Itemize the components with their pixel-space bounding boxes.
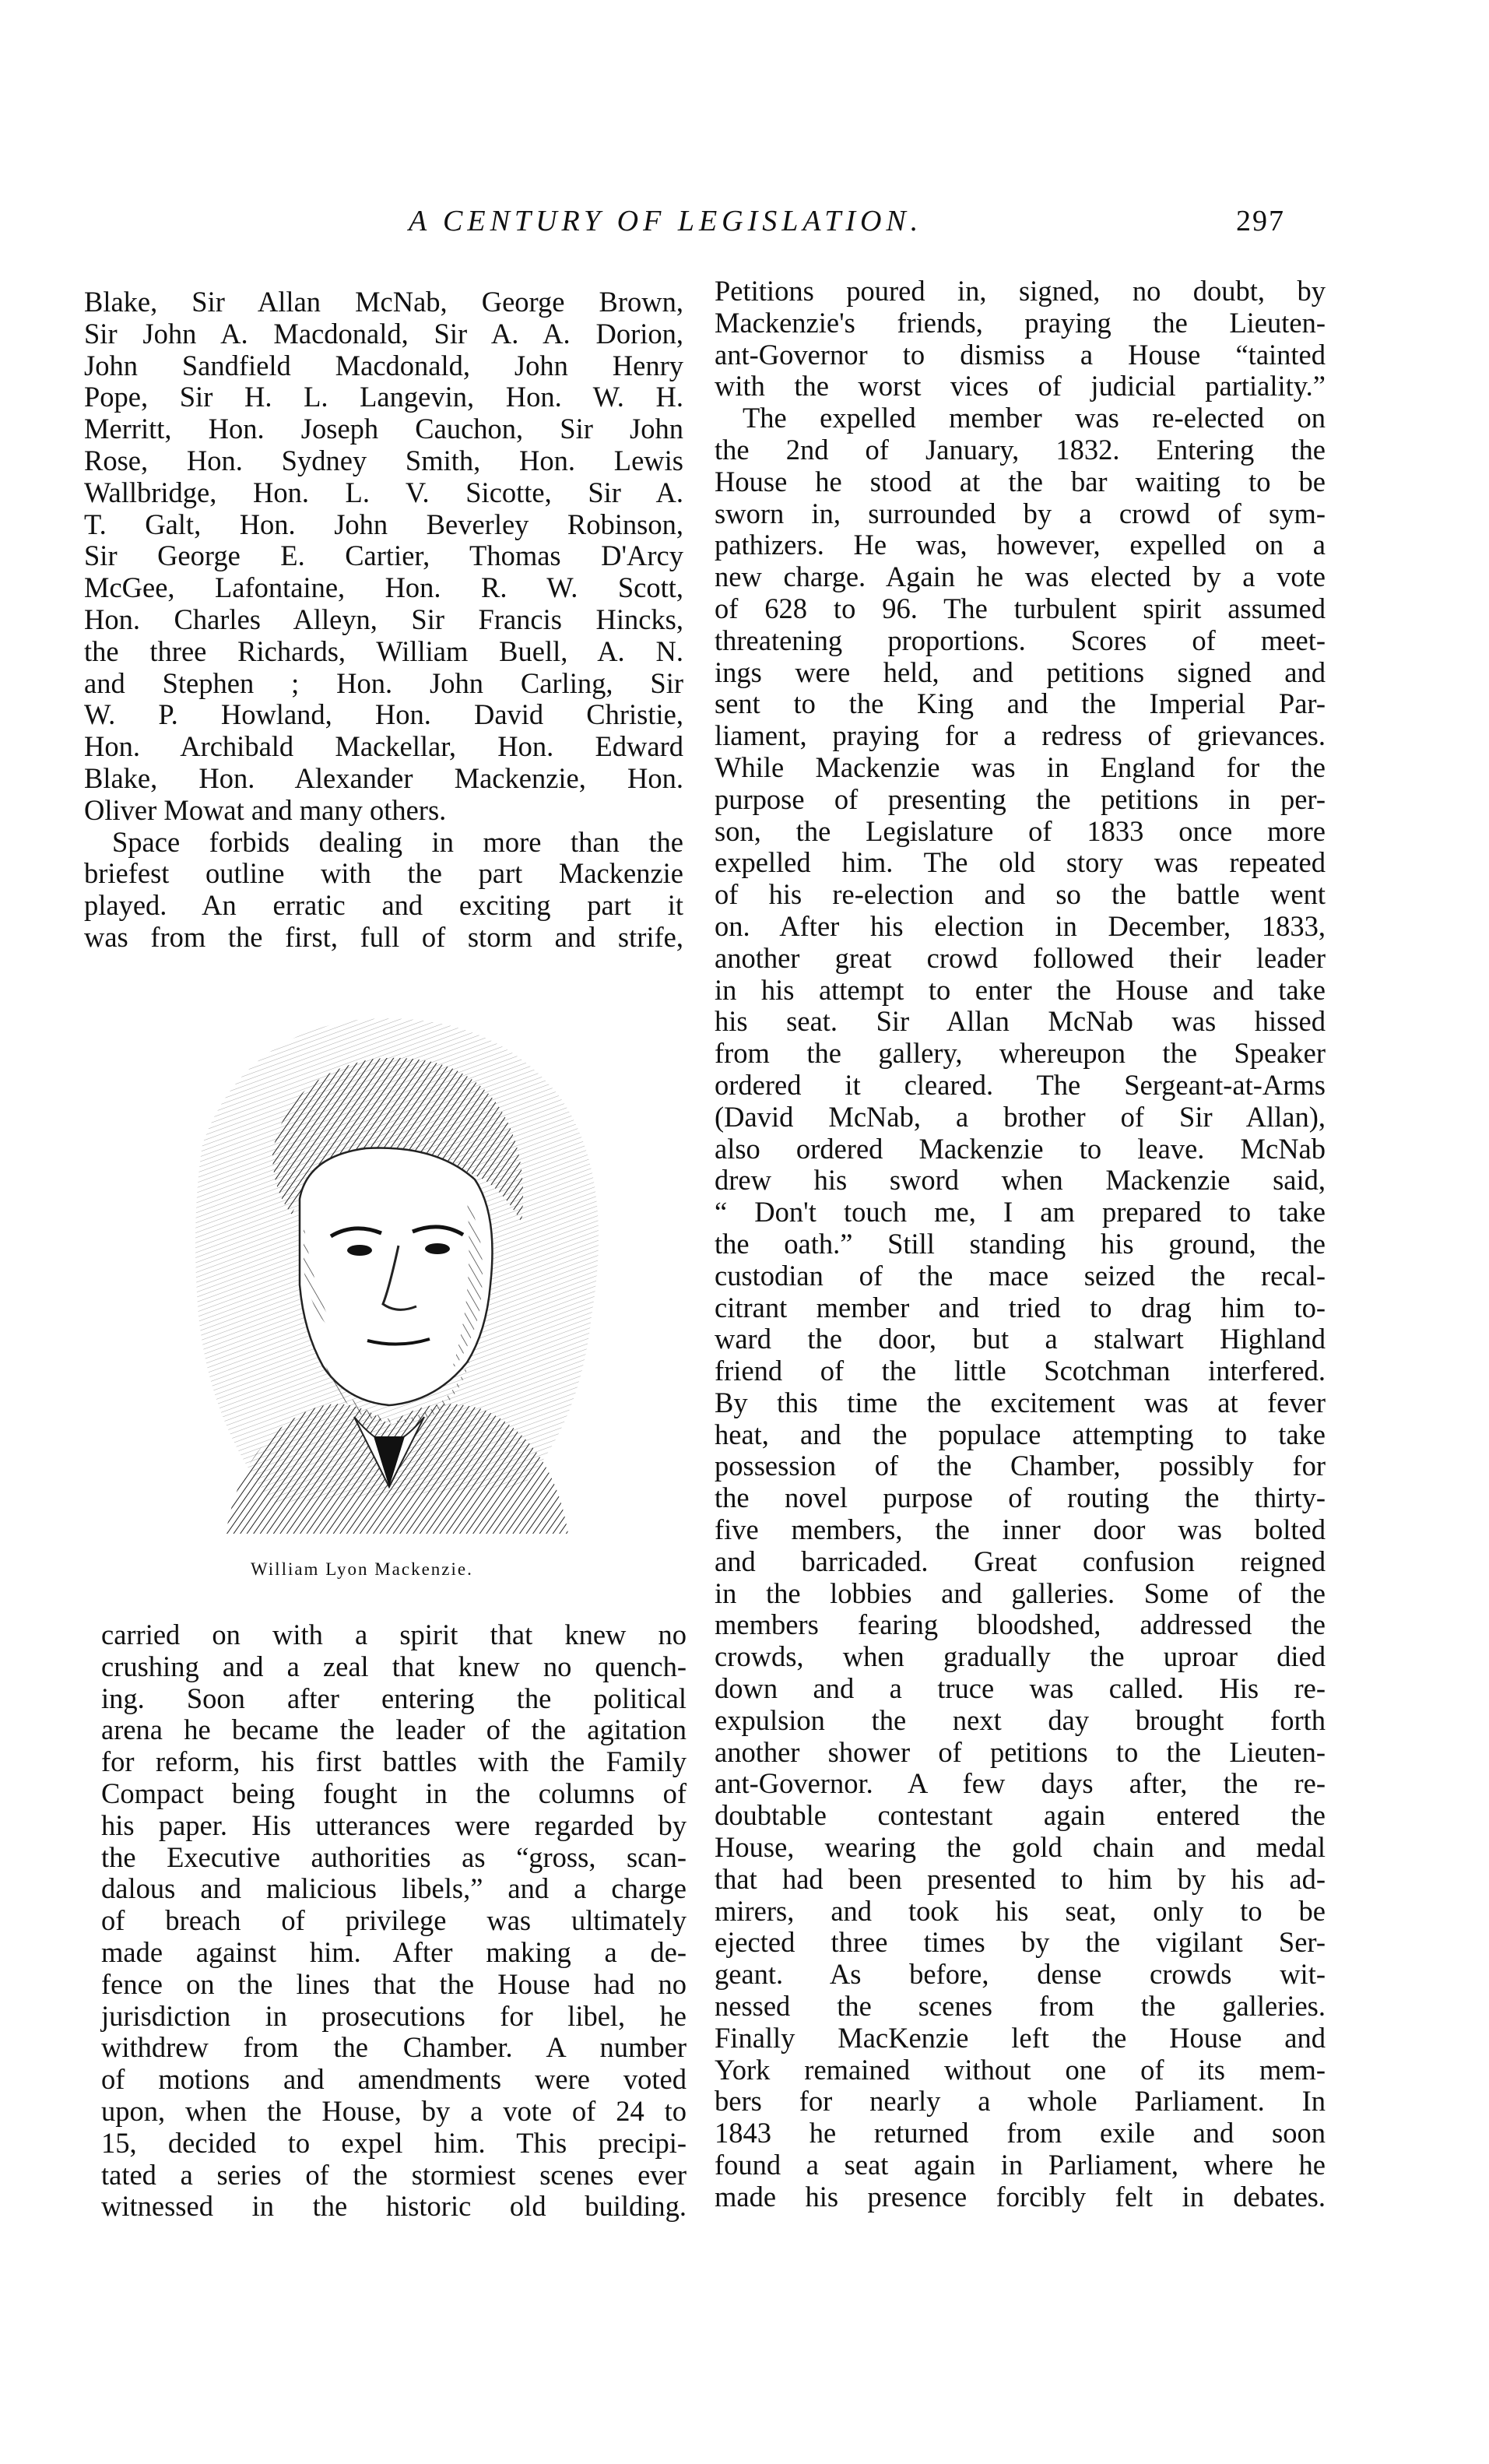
text-line: Hon. Archibald Mackellar, Hon. Edward [84, 730, 683, 763]
text-line: ejected three times by the vigilant Ser- [715, 1926, 1326, 1959]
text-line: witnessed in the historic old building. [101, 2190, 687, 2223]
text-line: doubtable contestant again entered the [715, 1799, 1326, 1832]
text-line: nessed the scenes from the galleries. [715, 1990, 1326, 2023]
text-line: ward the door, but a stalwart Highland [715, 1323, 1326, 1355]
text-line: The expelled member was re-elected on [743, 402, 1326, 434]
text-line: of his re-election and so the battle went [715, 878, 1326, 911]
text-line: and barricaded. Great confusion reigned [715, 1545, 1326, 1577]
text-line: arena he became the leader of the agitation [101, 1714, 687, 1746]
text-line: the three Richards, William Buell, A. N. [84, 634, 683, 667]
text-line: son, the Legislature of 1833 once more [715, 814, 1326, 847]
text-line: purpose of presenting the petitions in per- [715, 782, 1326, 815]
text-line: that had been presented to him by his ad- [715, 1862, 1326, 1895]
text-line: John Sandfield Macdonald, John Henry [84, 349, 683, 381]
text-line: ings were held, and petitions signed and [715, 656, 1326, 688]
text-line: ant-Governor to dismiss a House “tainted [715, 338, 1326, 371]
text-line: made against him. After making a de- [101, 1935, 687, 1968]
text-line: briefest outline with the part Mackenzie [84, 857, 683, 890]
text-line: and Stephen ; Hon. John Carling, Sir [84, 666, 683, 699]
text-line: crowds, when gradually the uproar died [715, 1640, 1326, 1673]
text-line: Sir George E. Cartier, Thomas D'Arcy [84, 540, 683, 572]
text-line: 15, decided to expel him. This precipi- [101, 2126, 687, 2159]
text-line: custodian of the mace seized the recal- [715, 1259, 1326, 1292]
text-line: down and a truce was called. His re- [715, 1672, 1326, 1705]
text-line: new charge. Again he was elected by a vote [715, 561, 1326, 593]
text-line: liament, praying for a redress of grievances. [715, 719, 1326, 752]
text-line: from the gallery, whereupon the Speaker [715, 1037, 1326, 1070]
right-column-text [715, 276, 1326, 2213]
text-line: drew his sword when Mackenzie said, [715, 1164, 1326, 1197]
text-line: Finally MacKenzie left the House and [715, 2021, 1326, 2054]
text-line: Hon. Charles Alleyn, Sir Francis Hincks, [84, 603, 683, 635]
text-line: also ordered Mackenzie to leave. McNab [715, 1132, 1326, 1165]
text-line: Compact being fought in the columns of [101, 1777, 687, 1809]
text-line: ordered it cleared. The Sergeant-at-Arms [715, 1068, 1326, 1101]
text-line: of breach of privilege was ultimately [101, 1904, 687, 1937]
text-line: sent to the King and the Imperial Par- [715, 687, 1326, 720]
text-line: McGee, Lafontaine, Hon. R. W. Scott, [84, 571, 683, 604]
text-line: tated a series of the stormiest scenes ever [101, 2158, 687, 2191]
page-number: 297 [1236, 205, 1285, 237]
left-column-top-text [84, 286, 683, 954]
text-line: York remained without one of its mem- [715, 2053, 1326, 2086]
text-line: for reform, his first battles with the Family [101, 1745, 687, 1778]
text-line: members fearing bloodshed, addressed the [715, 1608, 1326, 1641]
text-line: Blake, Hon. Alexander Mackenzie, Hon. [84, 761, 683, 794]
text-line: his paper. His utterances were regarded by [101, 1808, 687, 1841]
text-line: possession of the Chamber, possibly for [715, 1450, 1326, 1482]
text-line: expulsion the next day brought forth [715, 1703, 1326, 1736]
text-line: the Executive authorities as “gross, scan- [101, 1840, 687, 1873]
text-line: played. An erratic and exciting part it [84, 889, 683, 922]
text-line: “ Don't touch me, I am prepared to take [715, 1196, 1326, 1228]
text-line: was from the first, full of storm and strife, [84, 920, 683, 953]
text-line: threatening proportions. Scores of meet- [715, 624, 1326, 656]
text-line: W. P. Howland, Hon. David Christie, [84, 698, 683, 731]
text-line: geant. As before, dense crowds wit- [715, 1958, 1326, 1991]
left-column-bottom-text [101, 1619, 687, 2223]
text-line: five members, the inner door was bolted [715, 1513, 1326, 1546]
portrait-engraving [156, 989, 638, 1557]
text-line: upon, when the House, by a vote of 24 to [101, 2094, 687, 2127]
text-line: sworn in, surrounded by a crowd of sym- [715, 497, 1326, 529]
text-line: dalous and malicious libels,” and a charge [101, 1872, 687, 1905]
text-line: Merritt, Hon. Joseph Cauchon, Sir John [84, 413, 683, 445]
text-line: withdrew from the Chamber. A number [101, 2031, 687, 2064]
text-line: carried on with a spirit that knew no [101, 1619, 687, 1650]
text-line: While Mackenzie was in England for the [715, 750, 1326, 783]
text-line: on. After his election in December, 1833, [715, 909, 1326, 942]
text-line: ant-Governor. A few days after, the re- [715, 1767, 1326, 1800]
text-line: of 628 to 96. The turbulent spirit assumed [715, 592, 1326, 624]
text-line: his seat. Sir Allan McNab was hissed [715, 1005, 1326, 1038]
text-line: citrant member and tried to drag him to- [715, 1291, 1326, 1323]
text-line: of motions and amendments were voted [101, 2063, 687, 2096]
text-line: pathizers. He was, however, expelled on a [715, 529, 1326, 561]
text-line: By this time the excitement was at fever [715, 1386, 1326, 1418]
text-line: House he stood at the bar waiting to be [715, 465, 1326, 497]
text-line: Blake, Sir Allan McNab, George Brown, [84, 286, 683, 318]
text-line: T. Galt, Hon. John Beverley Robinson, [84, 508, 683, 540]
text-line: in the lobbies and galleries. Some of the [715, 1576, 1326, 1609]
text-line: another shower of petitions to the Lieuten- [715, 1735, 1326, 1768]
text-line: House, wearing the gold chain and medal [715, 1831, 1326, 1864]
text-line: Pope, Sir H. L. Langevin, Hon. W. H. [84, 381, 683, 413]
text-line: Rose, Hon. Sydney Smith, Hon. Lewis [84, 444, 683, 476]
figure-caption: William Lyon Mackenzie. [251, 1559, 473, 1579]
text-line: jurisdiction in prosecutions for libel, he [101, 1999, 687, 2032]
text-line: made his presence forcibly felt in debates. [715, 2180, 1326, 2213]
text-line: Petitions poured in, signed, no doubt, by [715, 275, 1326, 307]
text-line: bers for nearly a whole Parliament. In [715, 2085, 1326, 2118]
text-line: the oath.” Still standing his ground, the [715, 1227, 1326, 1260]
text-line: the novel purpose of routing the thirty- [715, 1482, 1326, 1514]
text-line: friend of the little Scotchman interfered. [715, 1355, 1326, 1387]
text-line: another great crowd followed their leader [715, 941, 1326, 974]
text-line: crushing and a zeal that knew no quench- [101, 1650, 687, 1682]
text-line: (David McNab, a brother of Sir Allan), [715, 1100, 1326, 1133]
text-line: ing. Soon after entering the political [101, 1682, 687, 1714]
text-line: Wallbridge, Hon. L. V. Sicotte, Sir A. [84, 476, 683, 508]
text-line: 1843 he returned from exile and soon [715, 2117, 1326, 2149]
text-line: Sir John A. Macdonald, Sir A. A. Dorion, [84, 317, 683, 350]
text-line: Space forbids dealing in more than the [112, 825, 683, 858]
text-line: heat, and the populace attempting to take [715, 1418, 1326, 1450]
text-line: expelled him. The old story was repeated [715, 846, 1326, 879]
text-line: found a seat again in Parliament, where he [715, 2149, 1326, 2181]
text-line: mirers, and took his seat, only to be [715, 1894, 1326, 1927]
running-head-title: A CENTURY OF LEGISLATION. [409, 205, 923, 237]
text-line: with the worst vices of judicial partiality.” [715, 370, 1326, 402]
text-line: Mackenzie's friends, praying the Lieuten- [715, 306, 1326, 339]
text-line: in his attempt to enter the House and take [715, 973, 1326, 1006]
text-line: the 2nd of January, 1832. Entering the [715, 433, 1326, 466]
text-line: Oliver Mowat and many others. [84, 793, 447, 826]
text-line: fence on the lines that the House had no [101, 1967, 687, 2000]
